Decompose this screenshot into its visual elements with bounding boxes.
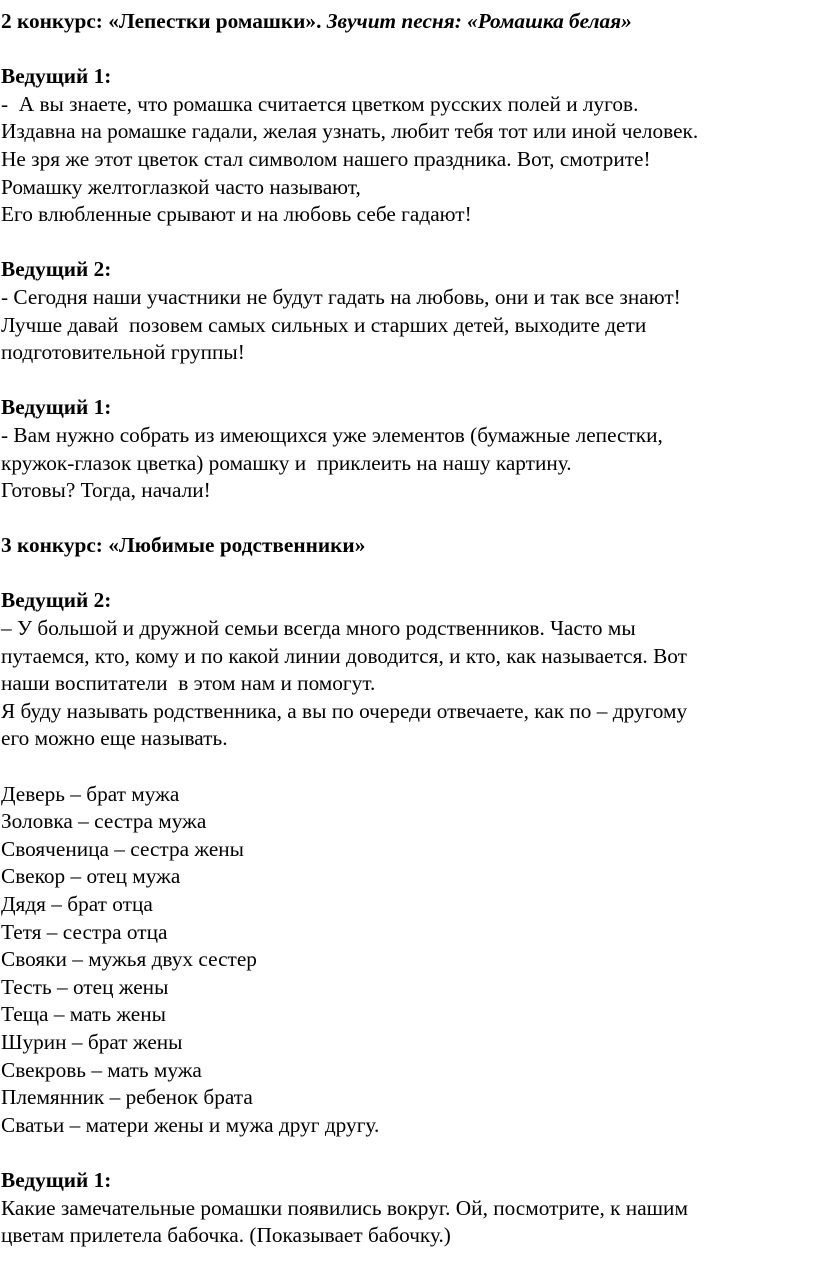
contest-2-heading: 2 конкурс: «Лепестки ромашки». bbox=[1, 9, 322, 33]
relative-item: Шурин – брат жены bbox=[1, 1029, 183, 1054]
paragraph-line: - А вы знаете, что ромашка считается цветком русских полей и лугов. bbox=[1, 91, 639, 116]
relative-item: Сватьи – матери жены и мужа друг другу. bbox=[1, 1112, 380, 1137]
speaker-label: Ведущий 2: bbox=[1, 257, 112, 282]
relative-item: Теща – мать жены bbox=[1, 1002, 166, 1027]
relative-item: Свекровь – мать мужа bbox=[1, 1057, 202, 1082]
paragraph-line: Издавна на ромашке гадали, желая узнать, любит тебя тот или иной человек. bbox=[1, 119, 699, 144]
contest-3-heading: 3 конкурс: «Любимые родственники» bbox=[1, 533, 366, 558]
paragraph-line: – У большой и дружной семьи всегда много родственников. Часто мы bbox=[1, 616, 636, 641]
relative-item: Дядя – брат отца bbox=[1, 892, 153, 916]
paragraph-line: наши воспитатели в этом нам и помогут. bbox=[1, 671, 376, 696]
spacer bbox=[1, 1139, 816, 1167]
contest-2-heading-line bbox=[1, 8, 816, 36]
spacer bbox=[1, 753, 816, 781]
relative-item: Деверь – брат мужа bbox=[1, 781, 180, 806]
relative-item: Племянник – ребенок брата bbox=[1, 1085, 253, 1110]
spacer bbox=[1, 560, 816, 588]
relative-item: Свояки – мужья двух сестер bbox=[1, 947, 257, 972]
paragraph-line: подготовительной группы! bbox=[1, 340, 245, 365]
paragraph-line: Я буду называть родственника, а вы по очереди отвечаете, как по – другому bbox=[1, 698, 688, 723]
paragraph-line: Какие замечательные ромашки появились вокруг. Ой, посмотрите, к нашим bbox=[1, 1195, 688, 1220]
paragraph-line: - Вам нужно собрать из имеющихся уже элементов (бумажные лепестки, bbox=[1, 422, 663, 447]
relative-item: Тетя – сестра отца bbox=[1, 919, 168, 944]
paragraph-line: Не зря же этот цветок стал символом нашего праздника. Вот, смотрите! bbox=[1, 146, 651, 171]
spacer bbox=[1, 367, 816, 395]
paragraph-line: Лучше давай позовем самых сильных и старших детей, выходите дети bbox=[1, 312, 647, 337]
speaker-label: Ведущий 1: bbox=[1, 64, 112, 89]
paragraph-line: его можно еще называть. bbox=[1, 726, 228, 751]
relative-item: Тесть – отец жены bbox=[1, 974, 169, 999]
paragraph-line: цветам прилетела бабочка. (Показывает бабочку.) bbox=[1, 1223, 451, 1248]
paragraph-line: Ромашку желтоглазкой часто называют, bbox=[1, 174, 361, 199]
speaker-label: Ведущий 1: bbox=[1, 395, 112, 420]
spacer bbox=[1, 229, 816, 257]
paragraph-line: кружок-глазок цветка) ромашку и приклеить на нашу картину. bbox=[1, 450, 572, 475]
spacer bbox=[1, 36, 816, 64]
relative-item: Золовка – сестра мужа bbox=[1, 809, 207, 834]
relative-item: Свекор – отец мужа bbox=[1, 864, 181, 889]
paragraph-line: - Сегодня наши участники не будут гадать на любовь, они и так все знают! bbox=[1, 284, 681, 309]
spacer bbox=[1, 505, 816, 533]
speaker-label: Ведущий 1: bbox=[1, 1167, 112, 1192]
relative-item: Свояченица – сестра жены bbox=[1, 836, 244, 861]
contest-2-song: Звучит песня: «Ромашка белая» bbox=[321, 9, 632, 33]
speaker-label: Ведущий 2: bbox=[1, 588, 112, 613]
paragraph-line: Готовы? Тогда, начали! bbox=[1, 478, 211, 503]
paragraph-line: Его влюбленные срывают и на любовь себе гадают! bbox=[1, 202, 472, 227]
paragraph-line: путаемся, кто, кому и по какой линии доводится, и кто, как называется. Вот bbox=[1, 643, 687, 668]
